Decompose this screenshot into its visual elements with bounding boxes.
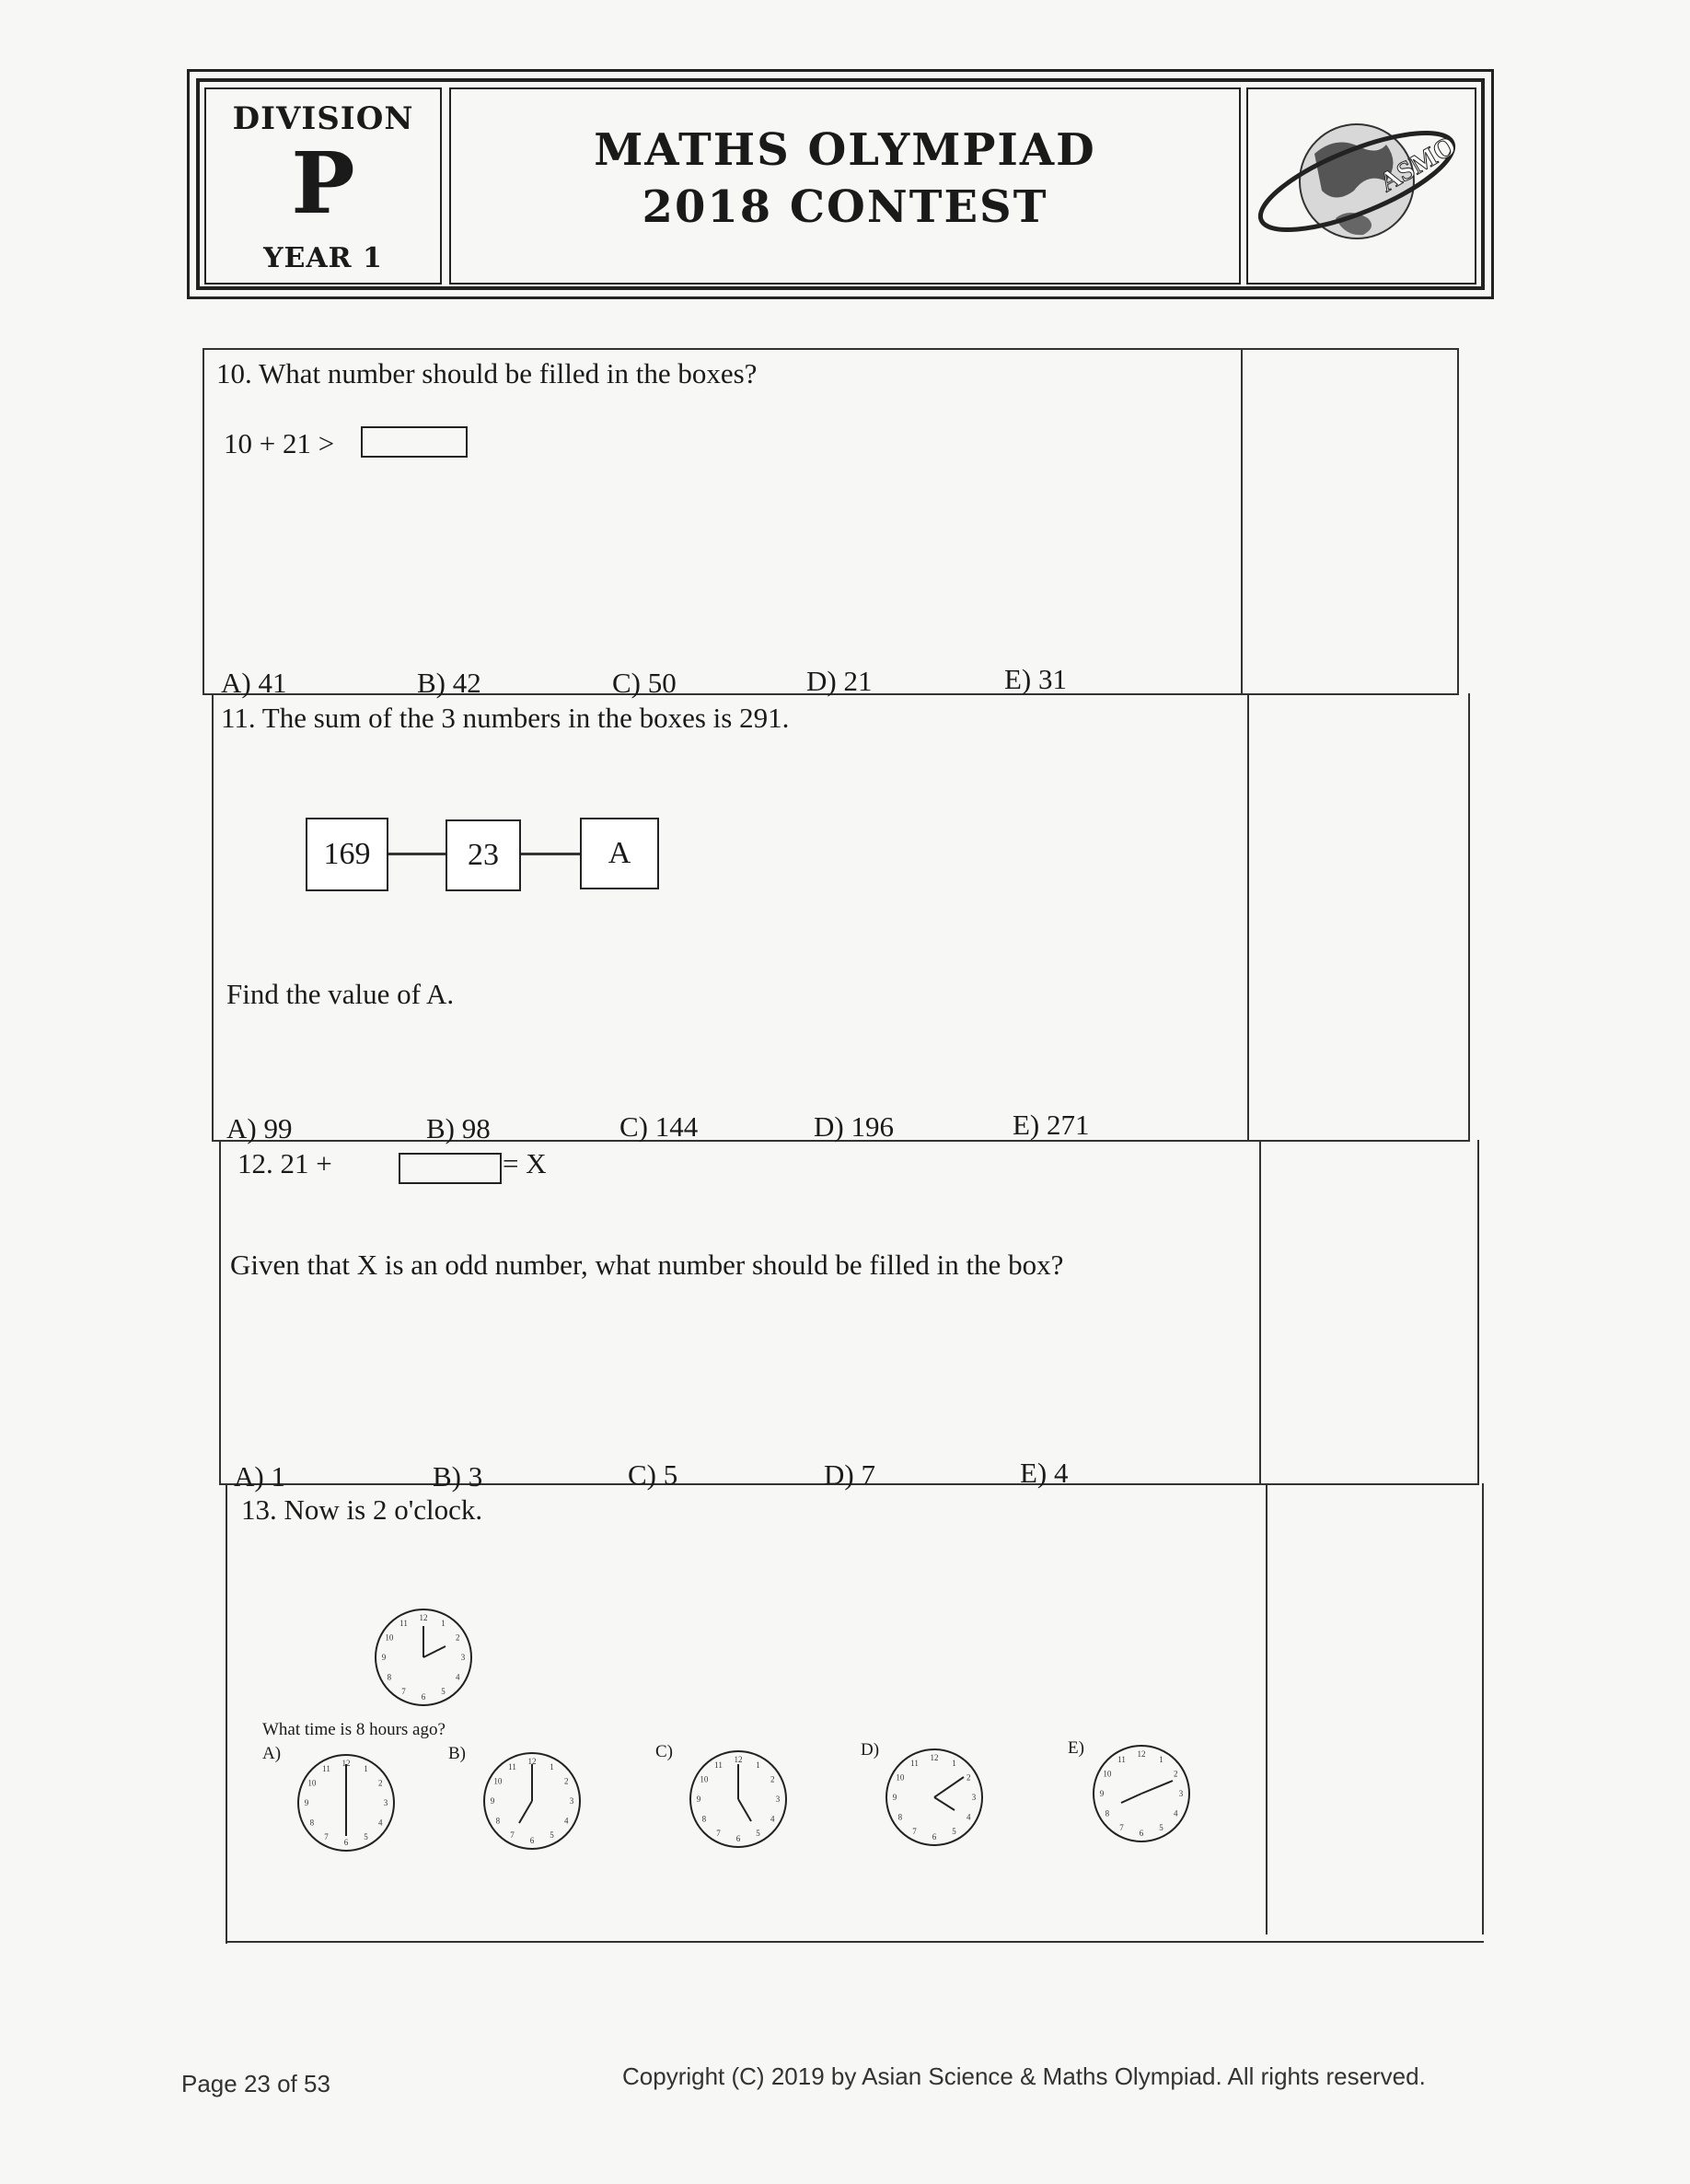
clock-numeral: 9: [490, 1796, 495, 1806]
option-a: A) 41: [221, 667, 287, 699]
clock-numeral: 11: [714, 1760, 723, 1770]
clock-numeral: 2: [377, 1778, 383, 1788]
clock-numeral: 9: [1099, 1789, 1105, 1798]
grid-line: [1241, 348, 1243, 693]
clock-numeral: 1: [364, 1763, 368, 1773]
clock-numeral: 3: [1178, 1789, 1184, 1798]
option-c: C) 5: [628, 1458, 678, 1491]
division-box: [204, 87, 442, 285]
page-number: Page 23 of 53: [181, 2070, 330, 2097]
clock-numeral: 7: [324, 1832, 329, 1842]
option-a: A) 99: [226, 1112, 293, 1144]
clock-numeral: 8: [309, 1818, 315, 1828]
clock-option-label: E): [1068, 1738, 1084, 1758]
clock-numeral: 12: [341, 1759, 351, 1768]
grid-line: [203, 348, 1459, 350]
grid-line: [219, 1140, 221, 1483]
clock-numeral: 4: [770, 1814, 775, 1824]
grid-line: [1482, 1483, 1484, 1934]
clock-numeral: 4: [455, 1672, 460, 1682]
clock-numeral: 2: [563, 1776, 569, 1786]
division-label: DIVISION: [232, 100, 414, 137]
title-line-2: 2018 CONTEST: [642, 181, 1048, 233]
clock-numeral: 5: [441, 1687, 446, 1697]
year-label: YEAR 1: [263, 242, 383, 274]
clock-numeral: 10: [1103, 1769, 1112, 1779]
clock-option-label: A): [262, 1744, 282, 1763]
clock-icon: [879, 1742, 990, 1853]
clock-numeral: 8: [387, 1672, 392, 1682]
answer-box: [399, 1153, 502, 1184]
question-13-text: 13. Now is 2 o'clock.: [241, 1493, 483, 1526]
copyright-notice: Copyright (C) 2019 by Asian Science & Maths Olympiad. All rights reserved.: [622, 2062, 1426, 2090]
option-e: E) 271: [1013, 1109, 1090, 1141]
option-c: C) 144: [619, 1110, 699, 1143]
clock-numeral: 4: [377, 1818, 383, 1828]
clock-numeral: 1: [1159, 1754, 1163, 1764]
clock-numeral: 6: [529, 1836, 535, 1845]
clock-numeral: 5: [756, 1829, 760, 1839]
logo-box: [1246, 87, 1476, 285]
clock-numeral: 3: [383, 1798, 388, 1807]
grid-line: [1247, 693, 1249, 1140]
clock-numeral: 12: [734, 1755, 743, 1764]
clock-numeral: 8: [495, 1816, 501, 1826]
option-b: B) 98: [426, 1112, 491, 1144]
grid-line: [226, 1483, 227, 1944]
question-12-prefix: 12. 21 +: [237, 1147, 332, 1179]
grid-line: [1266, 1483, 1268, 1934]
clock-numeral: 12: [930, 1753, 939, 1762]
connector-line: [388, 853, 446, 855]
clock-numeral: 11: [1117, 1754, 1126, 1764]
clock-option-label: C): [655, 1742, 673, 1761]
question-12-prompt: Given that X is an odd number, what number should be filled in the box?: [230, 1249, 1064, 1281]
clock-numeral: 9: [381, 1653, 387, 1662]
clock-numeral: 5: [952, 1827, 956, 1837]
clock-numeral: 1: [441, 1618, 446, 1628]
clock-numeral: 7: [401, 1687, 406, 1697]
clock-numeral: 7: [716, 1829, 721, 1839]
clock-numeral: 3: [971, 1793, 977, 1802]
option-a: A) 1: [234, 1460, 285, 1493]
clock-numeral: 2: [966, 1772, 971, 1783]
clock-numeral: 6: [932, 1832, 937, 1841]
clock-numeral: 12: [419, 1613, 428, 1622]
clock-numeral: 7: [1119, 1823, 1124, 1833]
question-11-text: 11. The sum of the 3 numbers in the boxes is 291.: [221, 702, 790, 734]
clock-numeral: 5: [364, 1832, 368, 1842]
clock-numeral: 1: [550, 1761, 554, 1772]
grid-line: [1468, 693, 1470, 1140]
clock-numeral: 11: [399, 1618, 408, 1628]
clock-numeral: 1: [756, 1760, 760, 1770]
clock-numeral: 2: [455, 1632, 460, 1643]
clock-numeral: 10: [700, 1774, 709, 1784]
option-b: B) 3: [433, 1460, 483, 1493]
option-e: E) 4: [1020, 1457, 1069, 1489]
division-letter: P: [291, 134, 355, 233]
grid-line: [1457, 348, 1459, 693]
clock-numeral: 3: [569, 1796, 574, 1806]
clock-numeral: 6: [1139, 1829, 1144, 1838]
grid-line: [212, 693, 214, 1140]
clock-numeral: 6: [735, 1834, 741, 1843]
clock-numeral: 10: [896, 1772, 905, 1783]
clock-numeral: 12: [1137, 1749, 1146, 1759]
clock-numeral: 5: [1159, 1823, 1163, 1833]
grid-line: [226, 1941, 1484, 1943]
question-12-suffix: = X: [503, 1147, 547, 1179]
number-box: 23: [446, 819, 521, 891]
answer-box: [361, 426, 468, 458]
clock-numeral: 2: [770, 1774, 775, 1784]
clock-numeral: 6: [421, 1692, 426, 1702]
clock-numeral: 8: [701, 1814, 707, 1824]
number-box: A: [580, 818, 659, 889]
clock-numeral: 10: [385, 1632, 394, 1643]
clock-numeral: 8: [1105, 1808, 1110, 1818]
question-13-subprompt: What time is 8 hours ago?: [262, 1720, 446, 1739]
clock-numeral: 10: [493, 1776, 503, 1786]
clock-numeral: 5: [550, 1830, 554, 1841]
option-b: B) 42: [417, 667, 481, 699]
clock-numeral: 2: [1173, 1769, 1178, 1779]
clock-numeral: 3: [775, 1795, 781, 1804]
clock-icon: [683, 1744, 793, 1854]
clock-icon: [477, 1746, 587, 1856]
clock-numeral: 7: [510, 1830, 515, 1841]
grid-line: [1259, 1140, 1261, 1483]
question-11-prompt: Find the value of A.: [226, 978, 455, 1010]
option-d: D) 7: [824, 1458, 875, 1491]
clock-numeral: 9: [892, 1793, 897, 1802]
clock-numeral: 4: [563, 1816, 569, 1826]
option-e: E) 31: [1004, 663, 1068, 695]
clock-numeral: 9: [304, 1798, 309, 1807]
clock-numeral: 11: [508, 1761, 516, 1772]
grid-line: [1477, 1140, 1479, 1483]
title-box: [449, 87, 1241, 285]
asmo-logo: [1248, 89, 1475, 283]
clock-numeral: 12: [527, 1757, 537, 1766]
clock-numeral: 6: [343, 1838, 349, 1847]
logo-text: ASMO: [1374, 130, 1462, 199]
clock-numeral: 8: [897, 1812, 903, 1822]
title-line-1: MATHS OLYMPIAD: [594, 124, 1096, 176]
clock-numeral: 4: [966, 1812, 971, 1822]
number-box: 169: [306, 818, 388, 891]
clock-numeral: 11: [910, 1758, 919, 1768]
option-d: D) 196: [814, 1110, 894, 1143]
clock-icon: [368, 1602, 479, 1713]
option-d: D) 21: [806, 665, 873, 697]
clock-option-label: B): [448, 1744, 466, 1763]
connector-line: [521, 853, 580, 855]
clock-numeral: 9: [696, 1795, 701, 1804]
question-10-expression: 10 + 21 >: [224, 427, 335, 459]
clock-numeral: 10: [307, 1778, 317, 1788]
grid-line: [203, 348, 204, 693]
clock-numeral: 1: [952, 1758, 956, 1768]
clock-numeral: 3: [460, 1653, 466, 1662]
clock-numeral: 4: [1173, 1808, 1178, 1818]
option-c: C) 50: [612, 667, 677, 699]
clock-icon: [291, 1748, 401, 1858]
clock-numeral: 7: [912, 1827, 917, 1837]
question-10-text: 10. What number should be filled in the boxes?: [216, 357, 758, 389]
clock-option-label: D): [861, 1740, 880, 1760]
clock-numeral: 11: [322, 1763, 330, 1773]
clock-icon: [1086, 1738, 1197, 1849]
